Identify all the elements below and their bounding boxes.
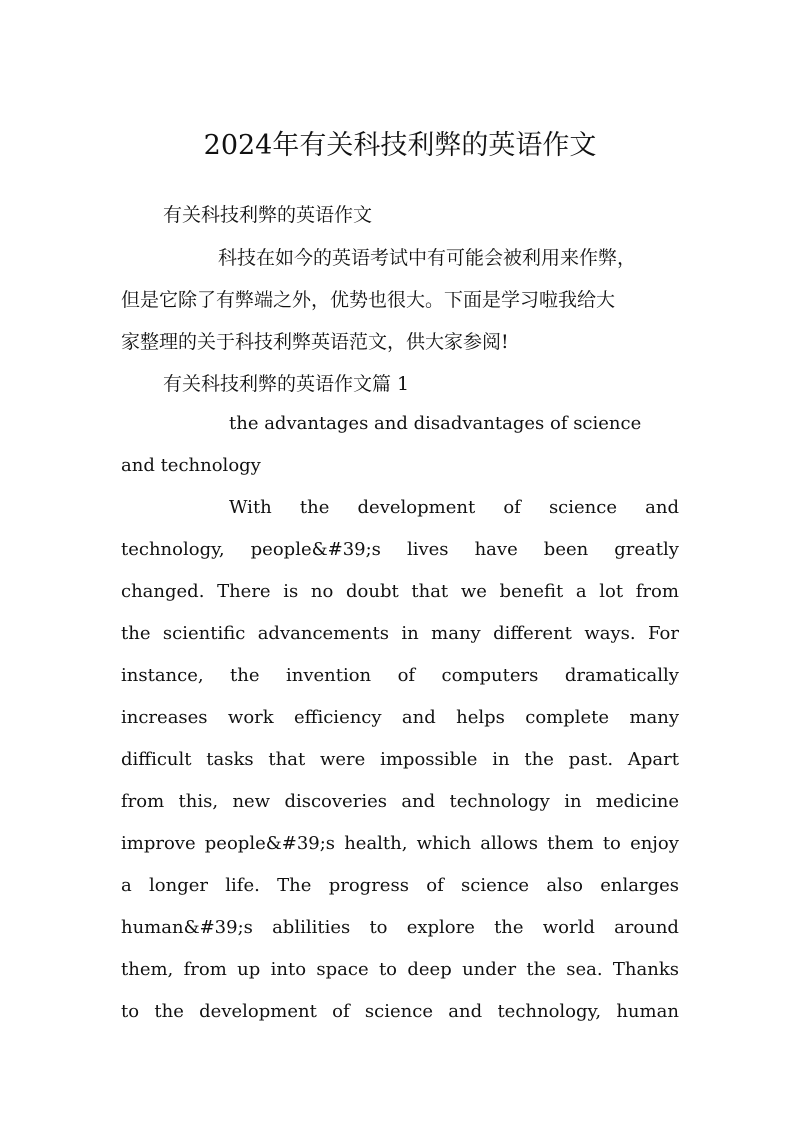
document-title: 2024年有关科技利弊的英语作文 xyxy=(203,130,597,161)
body-line-8 xyxy=(121,787,679,817)
body-word: science xyxy=(364,1001,433,1022)
body-word: been xyxy=(543,539,589,560)
body-line-1 xyxy=(229,493,679,523)
body-word: Thanks xyxy=(612,959,679,980)
body-word: technology, xyxy=(497,1001,602,1022)
body-word: invention xyxy=(285,665,372,686)
body-word: them, xyxy=(121,959,174,980)
body-word: greatly xyxy=(614,539,679,560)
body-line-9 xyxy=(121,829,679,859)
body-word: dramatically xyxy=(564,665,679,686)
body-word: them xyxy=(547,833,594,854)
body-word: from xyxy=(635,581,679,602)
body-line-11 xyxy=(121,913,679,943)
body-word: difficult xyxy=(121,749,192,770)
body-word: technology xyxy=(449,791,550,812)
body-word: of xyxy=(426,875,444,896)
body-word: which xyxy=(416,833,472,854)
body-word: to xyxy=(369,917,388,938)
body-word: sea. xyxy=(566,959,603,980)
body-word: efficiency xyxy=(294,707,382,728)
body-word: of xyxy=(332,1001,350,1022)
intro-line-1: 科技在如今的英语考试中有可能会被利用来作弊， xyxy=(218,247,637,269)
body-line-5 xyxy=(121,661,679,691)
body-word: the xyxy=(524,749,554,770)
body-word: and xyxy=(401,707,436,728)
body-word: development xyxy=(357,497,476,518)
body-line-4 xyxy=(121,619,679,649)
body-word: past. xyxy=(568,749,614,770)
body-word: instance, xyxy=(121,665,204,686)
body-line-10 xyxy=(121,871,679,901)
intro-line-3: 家整理的关于科技利弊英语范文，供大家参阅! xyxy=(121,331,509,353)
body-word: human&#39;s xyxy=(121,917,253,938)
body-word: helps xyxy=(456,707,505,728)
body-word: computers xyxy=(441,665,539,686)
body-word: the xyxy=(230,665,260,686)
body-line-13 xyxy=(121,997,679,1027)
body-word: science xyxy=(548,497,617,518)
body-word: complete xyxy=(525,707,610,728)
body-word: to xyxy=(121,1001,140,1022)
body-word: were xyxy=(320,749,366,770)
body-word: enlarges xyxy=(600,875,679,896)
body-word: There xyxy=(217,581,271,602)
essay-title-line-1: the advantages and disadvantages of science xyxy=(229,413,642,434)
body-word: world xyxy=(542,917,595,938)
body-word: The xyxy=(277,875,312,896)
body-word: in xyxy=(564,791,582,812)
body-word: in xyxy=(492,749,510,770)
body-word: into xyxy=(270,959,307,980)
body-word: benefit xyxy=(499,581,564,602)
body-word: in xyxy=(401,623,419,644)
body-line-2 xyxy=(121,535,679,565)
body-word: no xyxy=(310,581,334,602)
body-word: of xyxy=(397,665,416,686)
body-word: many xyxy=(431,623,481,644)
body-word: medicine xyxy=(595,791,679,812)
body-word: lot xyxy=(599,581,624,602)
body-word: and xyxy=(448,1001,483,1022)
body-word: that xyxy=(268,749,306,770)
body-word: deep xyxy=(407,959,452,980)
body-word: For xyxy=(648,623,679,644)
body-word: improve xyxy=(121,833,196,854)
body-line-6 xyxy=(121,703,679,733)
body-word: many xyxy=(629,707,679,728)
body-word: a xyxy=(575,581,587,602)
body-word: a xyxy=(121,875,132,896)
body-word: we xyxy=(460,581,487,602)
body-word: explore xyxy=(406,917,475,938)
body-word: work xyxy=(227,707,274,728)
body-word: longer xyxy=(149,875,208,896)
body-word: With xyxy=(229,497,272,518)
body-word: discoveries xyxy=(284,791,387,812)
body-word: different xyxy=(493,623,572,644)
intro-line-2: 但是它除了有弊端之外，优势也很大。下面是学习啦我给大 xyxy=(121,289,616,311)
body-line-7 xyxy=(121,745,679,775)
body-word: around xyxy=(614,917,679,938)
body-word: up xyxy=(237,959,261,980)
body-word: health, xyxy=(344,833,408,854)
body-word: doubt xyxy=(346,581,399,602)
body-word: advancements xyxy=(257,623,389,644)
body-word: scientific xyxy=(162,623,246,644)
body-word: space xyxy=(316,959,369,980)
body-word: Apart xyxy=(627,749,679,770)
essay-title-line-2: and technology xyxy=(121,455,261,476)
body-word: the xyxy=(526,959,556,980)
body-word: this, xyxy=(178,791,219,812)
body-word: is xyxy=(283,581,299,602)
body-word: to xyxy=(602,833,621,854)
body-word: to xyxy=(378,959,398,980)
body-word: life. xyxy=(225,875,260,896)
body-word: that xyxy=(411,581,449,602)
body-word: lives xyxy=(406,539,449,560)
body-word: also xyxy=(546,875,583,896)
document-subtitle: 有关科技利弊的英语作文 xyxy=(163,204,373,226)
body-word: people&#39;s xyxy=(204,833,336,854)
body-word: development xyxy=(199,1001,317,1022)
body-word: progress xyxy=(328,875,409,896)
body-word: allows xyxy=(480,833,538,854)
body-word: increases xyxy=(121,707,208,728)
body-line-3 xyxy=(121,577,679,607)
body-word: tasks xyxy=(206,749,254,770)
body-word: new xyxy=(232,791,271,812)
body-word: human xyxy=(616,1001,679,1022)
body-word: enjoy xyxy=(630,833,679,854)
body-word: people&#39;s xyxy=(250,539,381,560)
body-word: have xyxy=(474,539,518,560)
body-word: and xyxy=(645,497,679,518)
body-word: from xyxy=(121,791,165,812)
body-word: the xyxy=(121,623,151,644)
body-word: technology, xyxy=(121,539,225,560)
body-word: of xyxy=(503,497,521,518)
body-word: changed. xyxy=(121,581,205,602)
body-word: ways. xyxy=(584,623,636,644)
body-word: ablilities xyxy=(272,917,351,938)
body-word: the xyxy=(494,917,524,938)
body-word: the xyxy=(154,1001,184,1022)
section-heading: 有关科技利弊的英语作文篇 1 xyxy=(163,373,410,395)
body-word: and xyxy=(401,791,436,812)
body-word: the xyxy=(299,497,330,518)
body-word: under xyxy=(462,959,517,980)
body-line-12 xyxy=(121,955,679,985)
body-word: science xyxy=(461,875,530,896)
body-word: impossible xyxy=(380,749,478,770)
body-word: from xyxy=(183,959,227,980)
